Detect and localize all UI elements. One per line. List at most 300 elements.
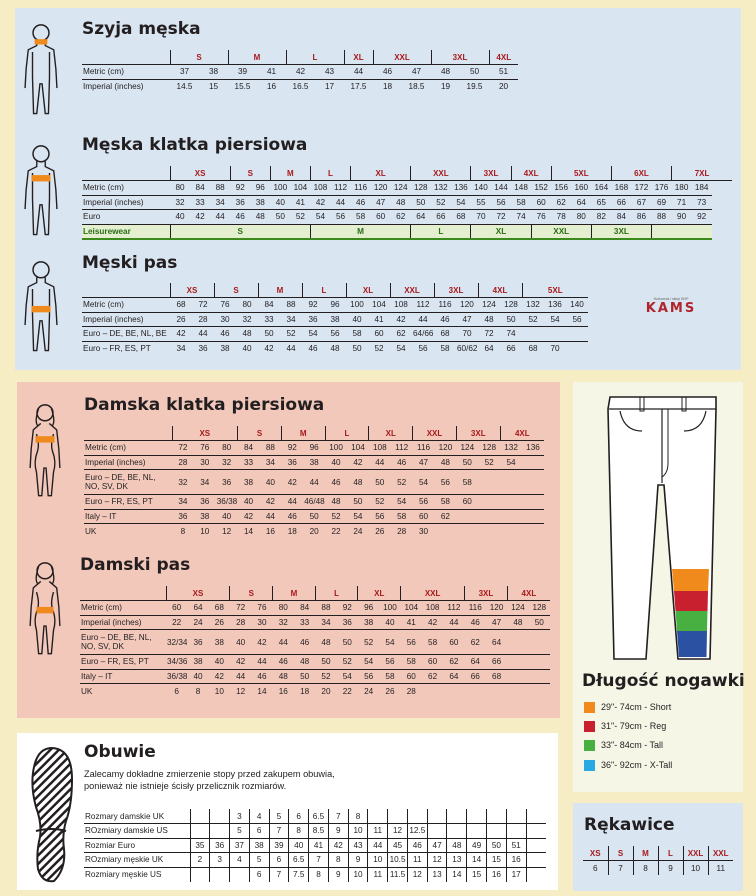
cell: 69 bbox=[652, 195, 672, 210]
cell: 9 bbox=[348, 853, 368, 868]
size-header-row bbox=[82, 166, 732, 181]
size-label: XS bbox=[172, 426, 238, 441]
gloves-title: Rękawice bbox=[584, 815, 675, 835]
cell: 32/34 bbox=[166, 630, 187, 655]
cell: 62 bbox=[422, 669, 443, 684]
cell: 82 bbox=[591, 210, 611, 225]
cell: 74 bbox=[511, 210, 531, 225]
cell: 112 bbox=[443, 601, 464, 616]
cell: 52 bbox=[478, 455, 500, 470]
cell: 56 bbox=[491, 195, 511, 210]
cell: 48 bbox=[447, 838, 467, 853]
cell: 38 bbox=[303, 455, 325, 470]
cell: 10 bbox=[368, 853, 388, 868]
men-chest-table bbox=[82, 166, 732, 240]
cell bbox=[230, 867, 250, 882]
cell: 16.5 bbox=[292, 82, 309, 91]
cell: 28 bbox=[230, 615, 251, 630]
size-label: 3XL bbox=[434, 283, 478, 298]
cell: 144 bbox=[491, 181, 511, 196]
size-label: XXL bbox=[401, 586, 465, 601]
cell: 84 bbox=[238, 441, 260, 456]
cell: 3XL bbox=[591, 224, 651, 239]
cell: 128 bbox=[500, 298, 522, 313]
cell: 58 bbox=[351, 210, 371, 225]
cell: 160 bbox=[571, 181, 591, 196]
cell: 42 bbox=[286, 65, 315, 80]
cell: 46 bbox=[273, 655, 294, 670]
cell: 112 bbox=[412, 298, 434, 313]
cell: 47 bbox=[427, 838, 447, 853]
cell: 100 bbox=[379, 601, 400, 616]
leg-reg-band bbox=[674, 591, 708, 611]
cell: 7 bbox=[328, 809, 348, 824]
cell: 2 bbox=[190, 853, 210, 868]
cell bbox=[210, 824, 230, 839]
row-label: Metric (cm) bbox=[84, 441, 172, 456]
cell: 49 bbox=[467, 838, 487, 853]
size-label: XL bbox=[351, 166, 411, 181]
cell: 46 bbox=[251, 669, 272, 684]
cell: 28 bbox=[406, 686, 416, 696]
cell: 58 bbox=[401, 655, 422, 670]
cell: 10 bbox=[348, 867, 368, 882]
cell: 8 bbox=[289, 824, 309, 839]
cell: 60 bbox=[401, 669, 422, 684]
cell bbox=[500, 470, 522, 495]
cell: 10.5 bbox=[388, 853, 408, 868]
cell: 50 bbox=[347, 495, 369, 510]
size-label: XXL bbox=[683, 846, 708, 861]
cell: 84 bbox=[190, 181, 210, 196]
cell: 8 bbox=[180, 526, 186, 536]
cell: 44 bbox=[251, 655, 272, 670]
cell: 68 bbox=[209, 601, 230, 616]
cell: 56 bbox=[379, 655, 400, 670]
women-chest-table bbox=[84, 426, 544, 538]
cell: 60 bbox=[166, 601, 187, 616]
cell: 54 bbox=[337, 669, 358, 684]
cell: 36 bbox=[187, 630, 208, 655]
size-label: XXL bbox=[413, 426, 457, 441]
size-label: XS bbox=[583, 846, 608, 861]
cell: 15.5 bbox=[234, 82, 251, 91]
size-label: L bbox=[325, 426, 369, 441]
cell bbox=[190, 824, 210, 839]
cell: 58 bbox=[391, 509, 413, 524]
cell bbox=[486, 824, 506, 839]
cell: 6 bbox=[289, 809, 309, 824]
size-header-row bbox=[80, 586, 550, 601]
table-row bbox=[80, 669, 550, 684]
cell bbox=[500, 509, 522, 524]
cell: 26 bbox=[375, 526, 385, 536]
cell: 48 bbox=[507, 615, 528, 630]
cell: 140 bbox=[471, 181, 491, 196]
table-row bbox=[80, 601, 550, 616]
cell: 92 bbox=[281, 441, 303, 456]
cell: 56 bbox=[401, 630, 422, 655]
cell: 42 bbox=[209, 669, 230, 684]
size-label: M bbox=[281, 426, 325, 441]
row-label: Imperial (inches) bbox=[83, 82, 144, 91]
size-label: S bbox=[230, 166, 270, 181]
cell: 5 bbox=[230, 824, 250, 839]
cell: 100 bbox=[325, 441, 347, 456]
cell: 8 bbox=[195, 686, 201, 696]
cell: 38 bbox=[209, 630, 230, 655]
cell: 58 bbox=[511, 195, 531, 210]
size-label: M bbox=[270, 166, 310, 181]
cell: 48 bbox=[347, 470, 369, 495]
cell: 54 bbox=[451, 195, 471, 210]
cell: 41 bbox=[401, 615, 422, 630]
cell: 64 bbox=[484, 344, 494, 353]
cell: M bbox=[310, 224, 410, 239]
size-label: L bbox=[315, 586, 358, 601]
cell: 36 bbox=[337, 615, 358, 630]
cell: 4 bbox=[230, 853, 250, 868]
table-row bbox=[84, 455, 544, 470]
cell: 80 bbox=[216, 441, 238, 456]
cell bbox=[506, 809, 526, 824]
cell: 71 bbox=[672, 195, 692, 210]
cell: 40 bbox=[242, 344, 252, 353]
cell: 84 bbox=[611, 210, 631, 225]
table-row bbox=[82, 79, 518, 94]
cell: 64 bbox=[571, 195, 591, 210]
cell: 176 bbox=[652, 181, 672, 196]
cell: 30 bbox=[251, 615, 272, 630]
cell: 48 bbox=[478, 312, 500, 327]
cell: 34 bbox=[176, 344, 186, 353]
cell: 60 bbox=[422, 655, 443, 670]
cell: 64/66 bbox=[412, 327, 434, 342]
cell bbox=[529, 630, 550, 655]
row-label: Euro – DE, BE, NL, BE bbox=[82, 327, 170, 342]
table-row bbox=[82, 327, 588, 342]
size-label: XL bbox=[346, 283, 390, 298]
man-chest-figure bbox=[24, 136, 58, 246]
cell: 88 bbox=[210, 181, 230, 196]
cell: 40 bbox=[187, 669, 208, 684]
cell: 34 bbox=[194, 470, 216, 495]
row-label: UK bbox=[85, 526, 97, 536]
cell: 50 bbox=[352, 344, 362, 353]
cell: 46 bbox=[281, 509, 303, 524]
row-label: Euro – DE, BE, NL, NO, SV, DK bbox=[84, 470, 172, 495]
leg-legend-xtall bbox=[584, 760, 672, 771]
cell: 68 bbox=[528, 344, 538, 353]
cell bbox=[507, 630, 528, 655]
size-label: S bbox=[608, 846, 633, 861]
cell: 48 bbox=[315, 630, 336, 655]
size-label: XXL bbox=[390, 283, 434, 298]
men-waist-title: Męski pas bbox=[82, 253, 178, 273]
table-row bbox=[84, 809, 546, 824]
cell: 41 bbox=[368, 312, 390, 327]
cell: 22 bbox=[166, 615, 187, 630]
table-row bbox=[84, 853, 546, 868]
cell: 70 bbox=[471, 210, 491, 225]
cell: 12 bbox=[388, 824, 408, 839]
cell: 8 bbox=[309, 867, 329, 882]
cell: 38 bbox=[249, 838, 269, 853]
cell: 24 bbox=[364, 686, 374, 696]
size-label: M bbox=[633, 846, 658, 861]
cell bbox=[522, 470, 544, 495]
cell: 67 bbox=[631, 195, 651, 210]
cell: 19 bbox=[440, 82, 451, 91]
cell bbox=[190, 867, 210, 882]
cell: 80 bbox=[170, 181, 190, 196]
cell: 48 bbox=[435, 455, 457, 470]
cell: 76 bbox=[194, 441, 216, 456]
cell: 52 bbox=[290, 210, 310, 225]
cell: 43 bbox=[348, 838, 368, 853]
cell: 38 bbox=[187, 655, 208, 670]
cell: 86 bbox=[631, 210, 651, 225]
cell: 76 bbox=[214, 298, 236, 313]
cell: 33 bbox=[238, 455, 260, 470]
size-label: L bbox=[310, 166, 350, 181]
cell bbox=[427, 824, 447, 839]
cell: 52 bbox=[522, 312, 544, 327]
cell: 47 bbox=[486, 615, 507, 630]
size-label: 4XL bbox=[489, 50, 518, 65]
shoes-table bbox=[84, 809, 546, 882]
leg-short-band bbox=[672, 569, 709, 591]
size-label: M bbox=[258, 283, 302, 298]
size-label: 4XL bbox=[511, 166, 551, 181]
cell: 104 bbox=[290, 181, 310, 196]
cell: 108 bbox=[422, 601, 443, 616]
cell: 24 bbox=[187, 615, 208, 630]
cell bbox=[500, 495, 522, 510]
cell: 120 bbox=[371, 181, 391, 196]
cell: 64 bbox=[187, 601, 208, 616]
size-label: S bbox=[214, 283, 258, 298]
cell: 51 bbox=[489, 65, 518, 80]
cell: 26 bbox=[209, 615, 230, 630]
cell: 50 bbox=[456, 455, 478, 470]
cell: 39 bbox=[269, 838, 289, 853]
cell: 12 bbox=[236, 686, 246, 696]
row-label: Imperial (inches) bbox=[82, 312, 170, 327]
cell: 40 bbox=[238, 495, 260, 510]
shoes-note: Zalecamy dokładne zmierzenie stopy przed zakupem obuwia, ponieważ nie istnieje ścisły przelicznik rozmiarów. bbox=[84, 769, 335, 791]
cell: 44 bbox=[230, 669, 251, 684]
cell bbox=[467, 824, 487, 839]
cell: 33 bbox=[190, 195, 210, 210]
cell: 6 bbox=[249, 867, 269, 882]
cell: 47 bbox=[456, 312, 478, 327]
cell bbox=[190, 809, 210, 824]
cell: 90 bbox=[672, 210, 692, 225]
table-row bbox=[82, 298, 588, 313]
cell bbox=[522, 455, 544, 470]
cell: 58 bbox=[346, 327, 368, 342]
cell: 50 bbox=[315, 655, 336, 670]
cell: 62 bbox=[551, 195, 571, 210]
men-waist-table bbox=[82, 283, 588, 356]
cell: 14 bbox=[447, 867, 467, 882]
cell: 6.5 bbox=[289, 853, 309, 868]
cell: 38 bbox=[194, 509, 216, 524]
table-row bbox=[84, 524, 544, 539]
cell: 38 bbox=[199, 65, 228, 80]
cell: 80 bbox=[571, 210, 591, 225]
cell: 92 bbox=[302, 298, 324, 313]
cell: 46 bbox=[373, 65, 402, 80]
cell: 42 bbox=[264, 344, 274, 353]
cell: 46 bbox=[214, 327, 236, 342]
cell: 164 bbox=[591, 181, 611, 196]
cell: 10 bbox=[348, 824, 368, 839]
cell: 47 bbox=[402, 65, 431, 80]
cell: 34 bbox=[315, 615, 336, 630]
cell: 46 bbox=[434, 312, 456, 327]
cell: 56 bbox=[324, 327, 346, 342]
cell: 40 bbox=[270, 195, 290, 210]
cell: 46 bbox=[391, 455, 413, 470]
cell: 34 bbox=[172, 495, 194, 510]
cell: 140 bbox=[566, 298, 588, 313]
cell: 104 bbox=[368, 298, 390, 313]
cell: 13 bbox=[447, 853, 467, 868]
cell: 52 bbox=[358, 630, 379, 655]
cell: 7 bbox=[269, 824, 289, 839]
cell: 128 bbox=[478, 441, 500, 456]
woman-waist-figure bbox=[28, 553, 62, 663]
cell: 34/36 bbox=[166, 655, 187, 670]
cell: 17.5 bbox=[350, 82, 367, 91]
cell: 42 bbox=[260, 495, 282, 510]
size-label: 4XL bbox=[507, 586, 550, 601]
cell bbox=[566, 341, 588, 356]
cell: 30 bbox=[214, 312, 236, 327]
cell: 120 bbox=[456, 298, 478, 313]
cell bbox=[478, 524, 500, 539]
cell bbox=[526, 853, 546, 868]
cell: 39 bbox=[228, 65, 257, 80]
cell: 8 bbox=[348, 809, 368, 824]
cell: 45 bbox=[388, 838, 408, 853]
table-row bbox=[84, 470, 544, 495]
cell bbox=[210, 809, 230, 824]
cell: 38 bbox=[220, 344, 230, 353]
leg-legend-reg-label: 31"- 79cm - Reg bbox=[601, 721, 667, 731]
men-chest-title: Męska klatka piersiowa bbox=[82, 135, 308, 155]
cell: 40 bbox=[325, 455, 347, 470]
row-label: Italy – IT bbox=[80, 669, 166, 684]
cell: 42 bbox=[170, 327, 192, 342]
cell: 104 bbox=[401, 601, 422, 616]
size-label: 5XL bbox=[522, 283, 588, 298]
size-header-row bbox=[82, 283, 588, 298]
cell: 80 bbox=[236, 298, 258, 313]
cell: 40 bbox=[216, 509, 238, 524]
cell: 116 bbox=[351, 181, 371, 196]
cell bbox=[447, 809, 467, 824]
cell: 13 bbox=[427, 867, 447, 882]
cell: 41 bbox=[309, 838, 329, 853]
cell: 54 bbox=[379, 630, 400, 655]
cell: 55 bbox=[471, 195, 491, 210]
row-label: Metric (cm) bbox=[82, 181, 170, 196]
cell: 64 bbox=[411, 210, 431, 225]
cell: 60 bbox=[531, 195, 551, 210]
cell: 96 bbox=[358, 601, 379, 616]
cell bbox=[526, 838, 546, 853]
size-label: XL bbox=[344, 50, 373, 65]
cell: 15 bbox=[467, 867, 487, 882]
cell: 58 bbox=[422, 630, 443, 655]
size-label: S bbox=[238, 426, 282, 441]
size-header-row bbox=[84, 426, 544, 441]
cell: 26 bbox=[170, 312, 192, 327]
cell: 124 bbox=[391, 181, 411, 196]
cell: 70 bbox=[456, 327, 478, 342]
cell: 44 bbox=[210, 210, 230, 225]
cell: 44 bbox=[192, 327, 214, 342]
cell: 60 bbox=[371, 210, 391, 225]
size-label: 3XL bbox=[465, 586, 508, 601]
cell: 42 bbox=[390, 312, 412, 327]
size-label: XXL bbox=[708, 846, 733, 861]
cell bbox=[529, 684, 550, 699]
row-label: Rozmiary męskie US bbox=[85, 870, 162, 879]
cell: 46 bbox=[351, 195, 371, 210]
cell bbox=[443, 684, 464, 699]
cell: 50 bbox=[303, 509, 325, 524]
cell: 112 bbox=[331, 181, 351, 196]
cell: 20 bbox=[321, 686, 331, 696]
cell: 36/38 bbox=[166, 669, 187, 684]
cell: 66 bbox=[465, 669, 486, 684]
cell bbox=[529, 669, 550, 684]
cell bbox=[526, 867, 546, 882]
cell: 156 bbox=[551, 181, 571, 196]
row-label: Metric (cm) bbox=[82, 65, 170, 80]
women-waist-table bbox=[80, 586, 550, 698]
size-label: 4XL bbox=[478, 283, 522, 298]
cell bbox=[522, 524, 544, 539]
cell bbox=[544, 327, 566, 342]
row-label: Euro – FR, ES, PT bbox=[84, 495, 172, 510]
cell bbox=[507, 669, 528, 684]
cell: 66 bbox=[486, 655, 507, 670]
cell: S bbox=[170, 224, 310, 239]
cell: 72 bbox=[172, 441, 194, 456]
row-label: Euro – DE, BE, NL, NO, SV, DK bbox=[80, 630, 166, 655]
table-row bbox=[80, 615, 550, 630]
cell: 128 bbox=[529, 601, 550, 616]
row-label: ROzmiary męskie UK bbox=[84, 853, 190, 868]
leg-legend-short-label: 29"- 74cm - Short bbox=[601, 702, 672, 712]
size-label: XXL bbox=[411, 166, 471, 181]
cell: 38 bbox=[358, 615, 379, 630]
cell: 48 bbox=[431, 65, 460, 80]
cell: XL bbox=[471, 224, 531, 239]
leisurewear-row bbox=[82, 224, 732, 239]
cell: 22 bbox=[342, 686, 352, 696]
cell: 14 bbox=[257, 686, 267, 696]
cell: 44 bbox=[260, 509, 282, 524]
cell: 11 bbox=[368, 824, 388, 839]
cell: 46 bbox=[465, 615, 486, 630]
cell: 5 bbox=[269, 809, 289, 824]
